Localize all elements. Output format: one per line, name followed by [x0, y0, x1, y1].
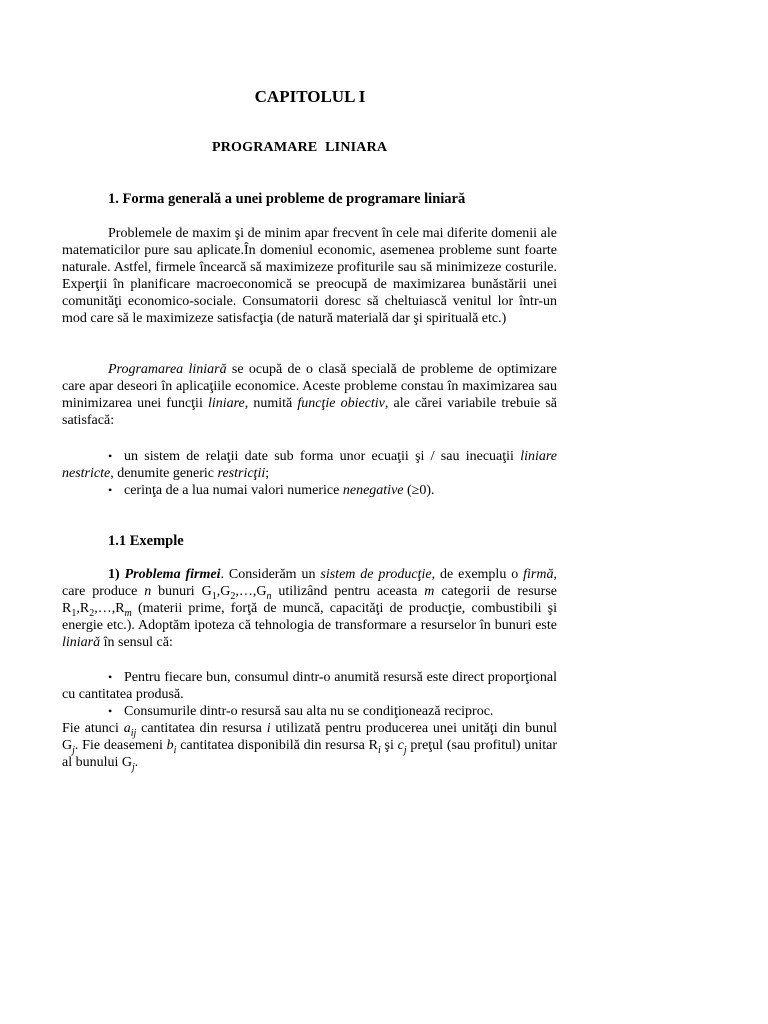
subscript: j — [403, 744, 407, 756]
text-span: (materii prime, forţă de muncă, capacităţi de producţie, combustibili şi energie etc.). Adoptăm ipoteza că tehnologia de transformare a resurselor în bunuri este — [62, 601, 557, 633]
subscript: ij — [130, 727, 137, 739]
text-span: ,R — [76, 601, 90, 616]
text-span: . Fie deasemeni — [74, 738, 167, 753]
text-span: , denumite generic — [110, 466, 218, 481]
list-item-text — [62, 482, 557, 499]
text-span: ,…,R — [94, 601, 125, 616]
var-c: c — [397, 738, 404, 753]
subscript: 2 — [89, 607, 95, 619]
paragraph-intro: Problemele de maxim şi de minim apar frecvent în cele mai diferite domenii ale matematicilor pure sau aplicate.În domeniul economic, asemenea probleme sunt foarte naturale. Astfel, firmele încearcă să maximizeze profiturile sau să minimizeze costurile. Experţii în planificare macroeconomică se preocupă de maximizarea bunăstării unei comunităţi economico-sociale. Consumatorii doresc să cheltuiască venitul lor într-un mod care să le maximizeze satisfacţia (de natură materială dar şi spirituală etc.) — [62, 226, 557, 326]
bullet-icon: • — [108, 483, 113, 497]
term-nonnegative: nenegative — [342, 483, 404, 498]
list-item-text: Consumurile dintr-o resursă sau alta nu se condiţionează reciproc. — [124, 704, 494, 719]
list-item — [62, 703, 557, 720]
subscript: j — [132, 761, 135, 773]
example-number: 1) — [108, 567, 125, 582]
text-span: utilizată pentru producerea unei unităţi din bunul G — [62, 721, 557, 753]
text-span: . Considerăm un — [220, 567, 321, 582]
list-item — [62, 669, 557, 703]
text-span: cantitatea din resursa — [136, 721, 267, 736]
text-span: bunuri G — [151, 584, 212, 599]
list-item-text: Pentru fiecare bun, consumul dintr-o anumită resursă este direct proporţional cu cantitatea produsă. — [62, 670, 557, 702]
subscript: m — [124, 607, 132, 619]
subscript: i — [173, 744, 177, 756]
text-span: şi — [380, 738, 398, 753]
bullet-icon: • — [108, 670, 113, 684]
list-item — [62, 448, 557, 482]
var-m: m — [424, 584, 435, 599]
text-span: categorii de resurse R — [62, 584, 557, 616]
text-span: , care produce — [62, 567, 557, 599]
term-linear: liniară — [62, 635, 101, 650]
text-span: ,…,G — [235, 584, 267, 599]
text-span: cerinţa de a lua numai valori numerice — [124, 483, 343, 498]
var-a: a — [123, 721, 131, 736]
subscript: j — [72, 744, 75, 756]
text-span: (≥0). — [403, 483, 435, 498]
term-objective-function: funcţie obiectiv — [297, 396, 385, 411]
subscript: 2 — [230, 590, 236, 602]
text-span: ,G — [216, 584, 231, 599]
text-span: . — [134, 755, 139, 770]
term-linear: liniare — [207, 396, 245, 411]
term-restrictions: restricţii — [217, 466, 266, 481]
paragraph-firm-problem — [62, 566, 557, 651]
text-span: utilizând pentru aceasta — [271, 584, 425, 599]
example-title: Problema firmei — [124, 567, 221, 582]
term-firm: firmă — [523, 567, 554, 582]
text-span: preţul (sau profitul) unitar al bunului G — [62, 738, 557, 770]
conditions-list — [62, 448, 557, 499]
text-span: ; — [265, 466, 270, 481]
var-n: n — [144, 584, 152, 599]
text-span: , de exemplu o — [431, 567, 524, 582]
section-heading-1: 1. Forma generală a unei probleme de programare liniară — [108, 191, 466, 207]
subscript: i — [378, 744, 381, 756]
term-nonstrict: liniare nestricte — [62, 449, 557, 481]
list-item — [62, 482, 557, 499]
text-span: în sensul că: — [100, 635, 173, 650]
text-span: Fie atunci — [62, 721, 124, 736]
term-linear-programming: Programarea liniară — [108, 362, 227, 377]
subscript: 1 — [71, 607, 77, 619]
var-i: i — [266, 721, 271, 736]
text-span: cantitatea disponibilă din resursa R — [176, 738, 378, 753]
assumptions-list — [62, 669, 557, 720]
text-span: , ale cărei variabile trebuie să satisfacă: — [62, 396, 557, 428]
bullet-icon: • — [108, 704, 113, 718]
section-heading-1-1: 1.1 Exemple — [108, 533, 184, 549]
list-item-text — [62, 448, 557, 482]
paragraph-linear-programming — [62, 361, 557, 429]
subscript: 1 — [211, 590, 217, 602]
document-subtitle: PROGRAMARE LINIARA — [212, 140, 388, 155]
paragraph-notation — [62, 720, 557, 771]
text-span: un sistem de relaţii date sub forma unor ecuaţii şi / sau inecuaţii — [124, 449, 521, 464]
term-production-system: sistem de producţie — [320, 567, 432, 582]
bullet-icon: • — [108, 449, 113, 463]
var-b: b — [166, 738, 174, 753]
subscript: n — [266, 590, 272, 602]
text-span: , numită — [244, 396, 298, 411]
chapter-title: CAPITOLUL I — [254, 87, 366, 106]
text-span: se ocupă de o clasă specială de probleme de optimizare care apar deseori în aplicaţiile economice. Aceste probleme constau în maximizarea sau minimizarea unei funcţii — [62, 362, 557, 411]
